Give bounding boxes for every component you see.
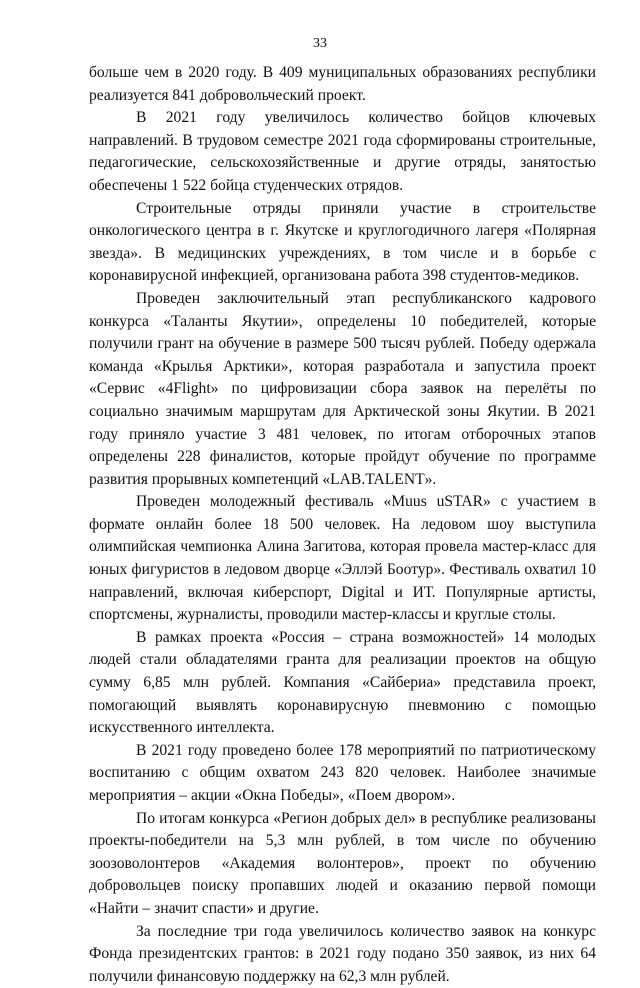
page-number: 33 [313, 36, 327, 51]
paragraph: больше чем в 2020 году. В 409 муниципальных образованиях республики реализуется 841 добровольческий проект. [89, 64, 596, 104]
paragraph: Проведен молодежный фестиваль «Muus uSTAR» с участием в формате онлайн более 18 500 человек. На ледовом шоу выступила олимпийская чемпионка Алина Загитова, которая провела мастер-класс для юных фигуристов в ледовом дворце «Эллэй Боотур». Фестиваль охватил 10 направлений, включая киберспорт, Digital и ИТ. Популярные артисты, спортсмены, журналисты, проводили мастер-классы и круглые столы. [89, 493, 596, 624]
paragraph: За последние три года увеличилось количество заявок на конкурс Фонда президентских грантов: в 2021 году подано 350 заявок, из них 64 получили финансовую поддержку на 62,3 млн рублей. [89, 922, 596, 985]
document-body [89, 62, 596, 988]
paragraph: В 2021 году проведено более 178 мероприятий по патриотическому воспитанию с общим охватом 243 820 человек. Наиболее значимые мероприятия – акции «Окна Победы», «Поем двором». [89, 741, 596, 804]
paragraph: В рамках проекта «Россия – страна возможностей» 14 молодых людей стали обладателями гранта для реализации проектов на общую сумму 6,85 млн рублей. Компания «Сайбериа» представила проект, помогающий выявлять коронавирусную пневмонию с помощью искусственного интеллекта. [89, 628, 596, 737]
paragraph: Строительные отряды приняли участие в строительстве онкологического центра в г. Якутске и круглогодичного лагеря «Полярная звезда». В медицинских учреждениях, в том числе и в борьбе с коронавирусной инфекцией, организована работа 398 студентов-медиков. [89, 199, 596, 285]
paragraph: По итогам конкурса «Регион добрых дел» в республике реализованы проекты-победители на 5,3 млн рублей, в том числе по обучению зоозоволонтеров «Академия волонтеров», проект по обучению добровольцев поиску пропавших людей и оказанию первой помощи «Найти – значит спасти» и другие. [89, 809, 596, 917]
paragraph: В 2021 году увеличилось количество бойцов ключевых направлений. В трудовом семестре 2021 года сформированы строительные, педагогические, сельскохозяйственные и другие отряды, занятостью обеспечены 1 522 бойца студенческих отрядов. [89, 109, 596, 194]
paragraph: Проведен заключительный этап республиканского кадрового конкурса «Таланты Якутии», определены 10 победителей, которые получили грант на обучение в размере 500 тысяч рублей. Победу одержала команда «Крылья Арктики», которая разработала и запустила проект «Сервис «4Flight» по цифровизации сбора заявок на перелёты по социально значимым маршрутам для Арктической зоны Якутии. В 2021 году приняло участие 3 481 человек, по итогам отборочных этапов определены 228 финалистов, которые пройдут обучение по программе развития прорывных компетенций «LAB.TALENT». [89, 289, 596, 488]
